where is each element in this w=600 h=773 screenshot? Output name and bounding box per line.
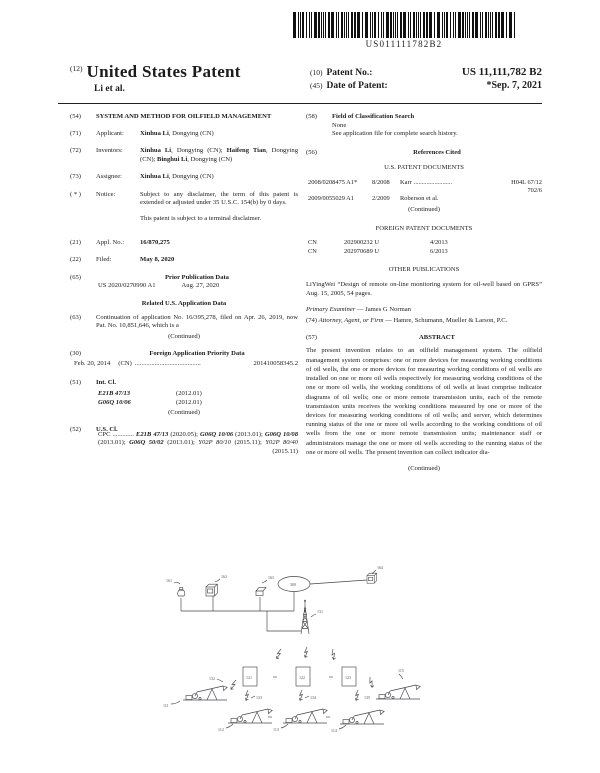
- field-72-inventors: (72) Inventors: Xinhua Li, Dongying (CN); Haifeng Tian, Dongying (CN); Binghui Li, Dongying (CN): [70, 147, 299, 164]
- lightning-icon: [276, 648, 281, 659]
- patent-no-row: [310, 66, 542, 78]
- otherpub-citation: LiYingWei “Design of remote on-line monitoring system for oil-well based on GPRS” Aug. 15, 2005, 54 pages.: [306, 280, 542, 297]
- fig-label-well2: 112: [218, 727, 224, 732]
- prior-publication-row: [70, 282, 298, 291]
- radio-tower-icon: [301, 600, 309, 634]
- uspat-row: 2008/0208475 A1* 8/2008 Karr ........................ H04L 67/12: [308, 178, 542, 186]
- fig-label-terminal: 164: [377, 565, 383, 570]
- foreign-heading: FOREIGN PATENT DOCUMENTS: [375, 224, 473, 232]
- priority-country: (CN): [118, 360, 132, 368]
- field-58-classification-search: (58) Field of Classification Search None See application file for complete search history.: [306, 113, 458, 138]
- foreign-row: CN 202900232 U 4/2013: [308, 239, 448, 247]
- fig-label-well5: 115: [398, 668, 404, 673]
- fig-label-bolt3: 135: [364, 695, 370, 700]
- fig-label-well4: 114: [331, 728, 337, 733]
- header-right: [310, 66, 542, 93]
- lightning-icon: [330, 649, 335, 660]
- computer-icon: [206, 584, 217, 596]
- field-73-assignee: (73) Assignee: Xinhua Li, Dongying (CN): [70, 173, 214, 181]
- pumpjack-icon: [340, 710, 384, 724]
- patent-no-label: Patent No.:: [326, 68, 373, 78]
- header-rule: [58, 103, 542, 104]
- fig-label-pc: 162: [221, 574, 227, 579]
- field-63-continuation: (63) Continuation of application No. 16/395,278, filed on Apr. 26, 2019, now Pat. No. 10,851,646, which is a: [70, 313, 298, 330]
- primary-examiner: Primary Examiner — James G Norman: [306, 306, 411, 314]
- abstract-heading-row: (57) ABSTRACT: [306, 334, 542, 343]
- fig-label-bolt-left: 132: [209, 676, 215, 681]
- pumpjack-icon: [228, 709, 272, 723]
- invention-title: SYSTEM AND METHOD FOR OILFIELD MANAGEMENT: [96, 113, 272, 120]
- field-21-appl-no: (21) Appl. No.: 16/870,275: [70, 239, 170, 247]
- fig-label-bolt1: 133: [256, 695, 262, 700]
- notice-paragraph-1: Subject to any disclaimer, the term of this patent is extended or adjusted under 35 U.S.C. 154(b) by 0 days.: [140, 190, 298, 207]
- fig-label-bolt2: 134: [310, 695, 316, 700]
- date-value: *Sep. 7, 2021: [486, 80, 542, 91]
- barcode-number: US011111782B2: [365, 39, 443, 49]
- terminal-icon: [367, 573, 377, 583]
- intcl-row: E21B 47/13 (2012.01): [98, 389, 202, 397]
- priority-row: Feb. 20, 2014 (CN) ........................................ 201410058345.2: [74, 360, 298, 368]
- patent-no-value: US 11,111,782 B2: [461, 66, 542, 78]
- field-65-heading: (65) Prior Publication Data: [70, 273, 229, 281]
- intcl-continued: (Continued): [168, 409, 200, 417]
- right-column: [306, 113, 542, 474]
- fig-label-rtu1: 121: [246, 675, 252, 680]
- intcl-row: G06Q 10/06 (2012.01): [98, 398, 202, 406]
- abstract-heading: ABSTRACT: [419, 333, 455, 341]
- field-22-filed: (22) Filed: May 8, 2020: [70, 256, 175, 264]
- abstract-continued: (Continued): [408, 465, 440, 473]
- bus-line: [181, 592, 301, 631]
- field-51-heading: (51) Int. Cl.: [70, 379, 116, 387]
- lightning-icon: [245, 690, 248, 700]
- printer-icon: [256, 587, 266, 595]
- lightning-icon: [355, 690, 358, 700]
- uspat-continued: (Continued): [408, 205, 440, 213]
- field-notice: ( * ) Notice: Subject to any disclaimer, the term of this patent is extended or adjusted under 35 U.S.C. 154(b) by 0 days. This patent is subject to a terminal disclaimer.: [70, 190, 298, 222]
- prior-pub-number: US 2020/0270990 A1: [98, 282, 156, 290]
- date-label: Date of Patent:: [326, 81, 388, 91]
- phone-icon: [178, 588, 185, 596]
- lightning-icon: [230, 679, 236, 690]
- date-code: (45): [310, 81, 323, 90]
- uspat-row-class-cont: 702/6: [527, 186, 542, 194]
- date-row: [310, 80, 542, 91]
- fig-label-well1: 111: [163, 703, 169, 708]
- priority-date: Feb. 20, 2014: [74, 360, 111, 368]
- barcode-bars: [288, 12, 520, 38]
- lightning-icon: [368, 677, 375, 688]
- field-71-applicant: (71) Applicant: Xinhua Li, Dongying (CN): [70, 130, 214, 138]
- fig-label-network: 300: [290, 582, 296, 587]
- patent-figure: [0, 565, 600, 773]
- uspat-heading: U.S. PATENT DOCUMENTS: [384, 163, 464, 171]
- lightning-icon: [304, 647, 307, 657]
- related-data-heading: Related U.S. Application Data: [141, 299, 227, 307]
- fig-label-rtu3: 123: [345, 675, 351, 680]
- field-52-heading: (52) U.S. Cl.: [70, 425, 118, 433]
- fig-label-printer: 163: [268, 575, 274, 580]
- prior-pub-date: Aug. 27, 2020: [181, 282, 220, 290]
- cpc-classifications: CPC ............. E21B 47/13 (2020.05); G06Q 10/06 (2013.01); G06Q 10/08 (2013.01); G06Q 50/02 (2013.01); Y02P 80/10 (2015.11); Y02P 80/40 (2015.11): [98, 430, 298, 456]
- pumpjack-icon: [183, 686, 227, 700]
- field-56-references: (56) References Cited: [306, 149, 461, 157]
- abstract-body: The present invention relates to an oilfield management system. The oilfield management system comprises: one or more devices for measuring working conditions of oil wells, the one or more devices for measuring working conditions of oil wells are installed on one or more oil wells respectively for measuring working conditions of the one or more oil wells, the working conditions of oil wells at least comprise indicator diagrams of oil wells; one or more remote transmission units, each of the remote transmission units receives the working conditions measured by one or more of the devices for measuring working conditions of oil wells; and server, which determines running status of the one or more oil wells according to the working conditions of oil wells from the one or more remote transmission units; maintenance staff or administrators manage the one or more oil wells according to the running status of the one or more oil wells. The present invention can collect indicator dia-: [306, 347, 542, 456]
- notice-paragraph-2: This patent is subject to a terminal disclaimer.: [140, 214, 262, 222]
- left-column: [70, 113, 298, 457]
- field-30-heading: (30) Foreign Application Priority Data: [70, 349, 245, 357]
- otherpub-heading: OTHER PUBLICATIONS: [388, 266, 460, 274]
- priority-number: 201410058345.2: [253, 360, 298, 368]
- pumpjack-icon: [376, 685, 420, 699]
- related-continued: (Continued): [168, 333, 200, 341]
- fig-label-tower: 131: [317, 609, 323, 614]
- authors: Li et al.: [94, 84, 125, 94]
- fig-label-well3: 113: [273, 727, 279, 732]
- field-74-attorney: (74) Attorney, Agent, or Firm — Hamre, Schumann, Mueller & Larson, P.C.: [306, 317, 508, 324]
- kind-code: (12): [70, 64, 83, 73]
- uspat-row: 2009/0055029 A1 2/2009 Roberson et al.: [308, 195, 439, 203]
- lightning-icon: [299, 690, 302, 700]
- fig-label-rtu2: 122: [299, 675, 305, 680]
- field-54-title: (54) SYSTEM AND METHOD FOR OILFIELD MANAGEMENT: [70, 113, 298, 122]
- patent-no-code: (10): [310, 68, 323, 77]
- foreign-row: CN 202970689 U 6/2013: [308, 247, 448, 255]
- pumpjack-icon: [283, 709, 327, 723]
- header-left: [70, 62, 241, 94]
- page-title: United States Patent: [86, 62, 241, 81]
- fig-label-phone: 161: [166, 578, 172, 583]
- barcode: [288, 12, 520, 49]
